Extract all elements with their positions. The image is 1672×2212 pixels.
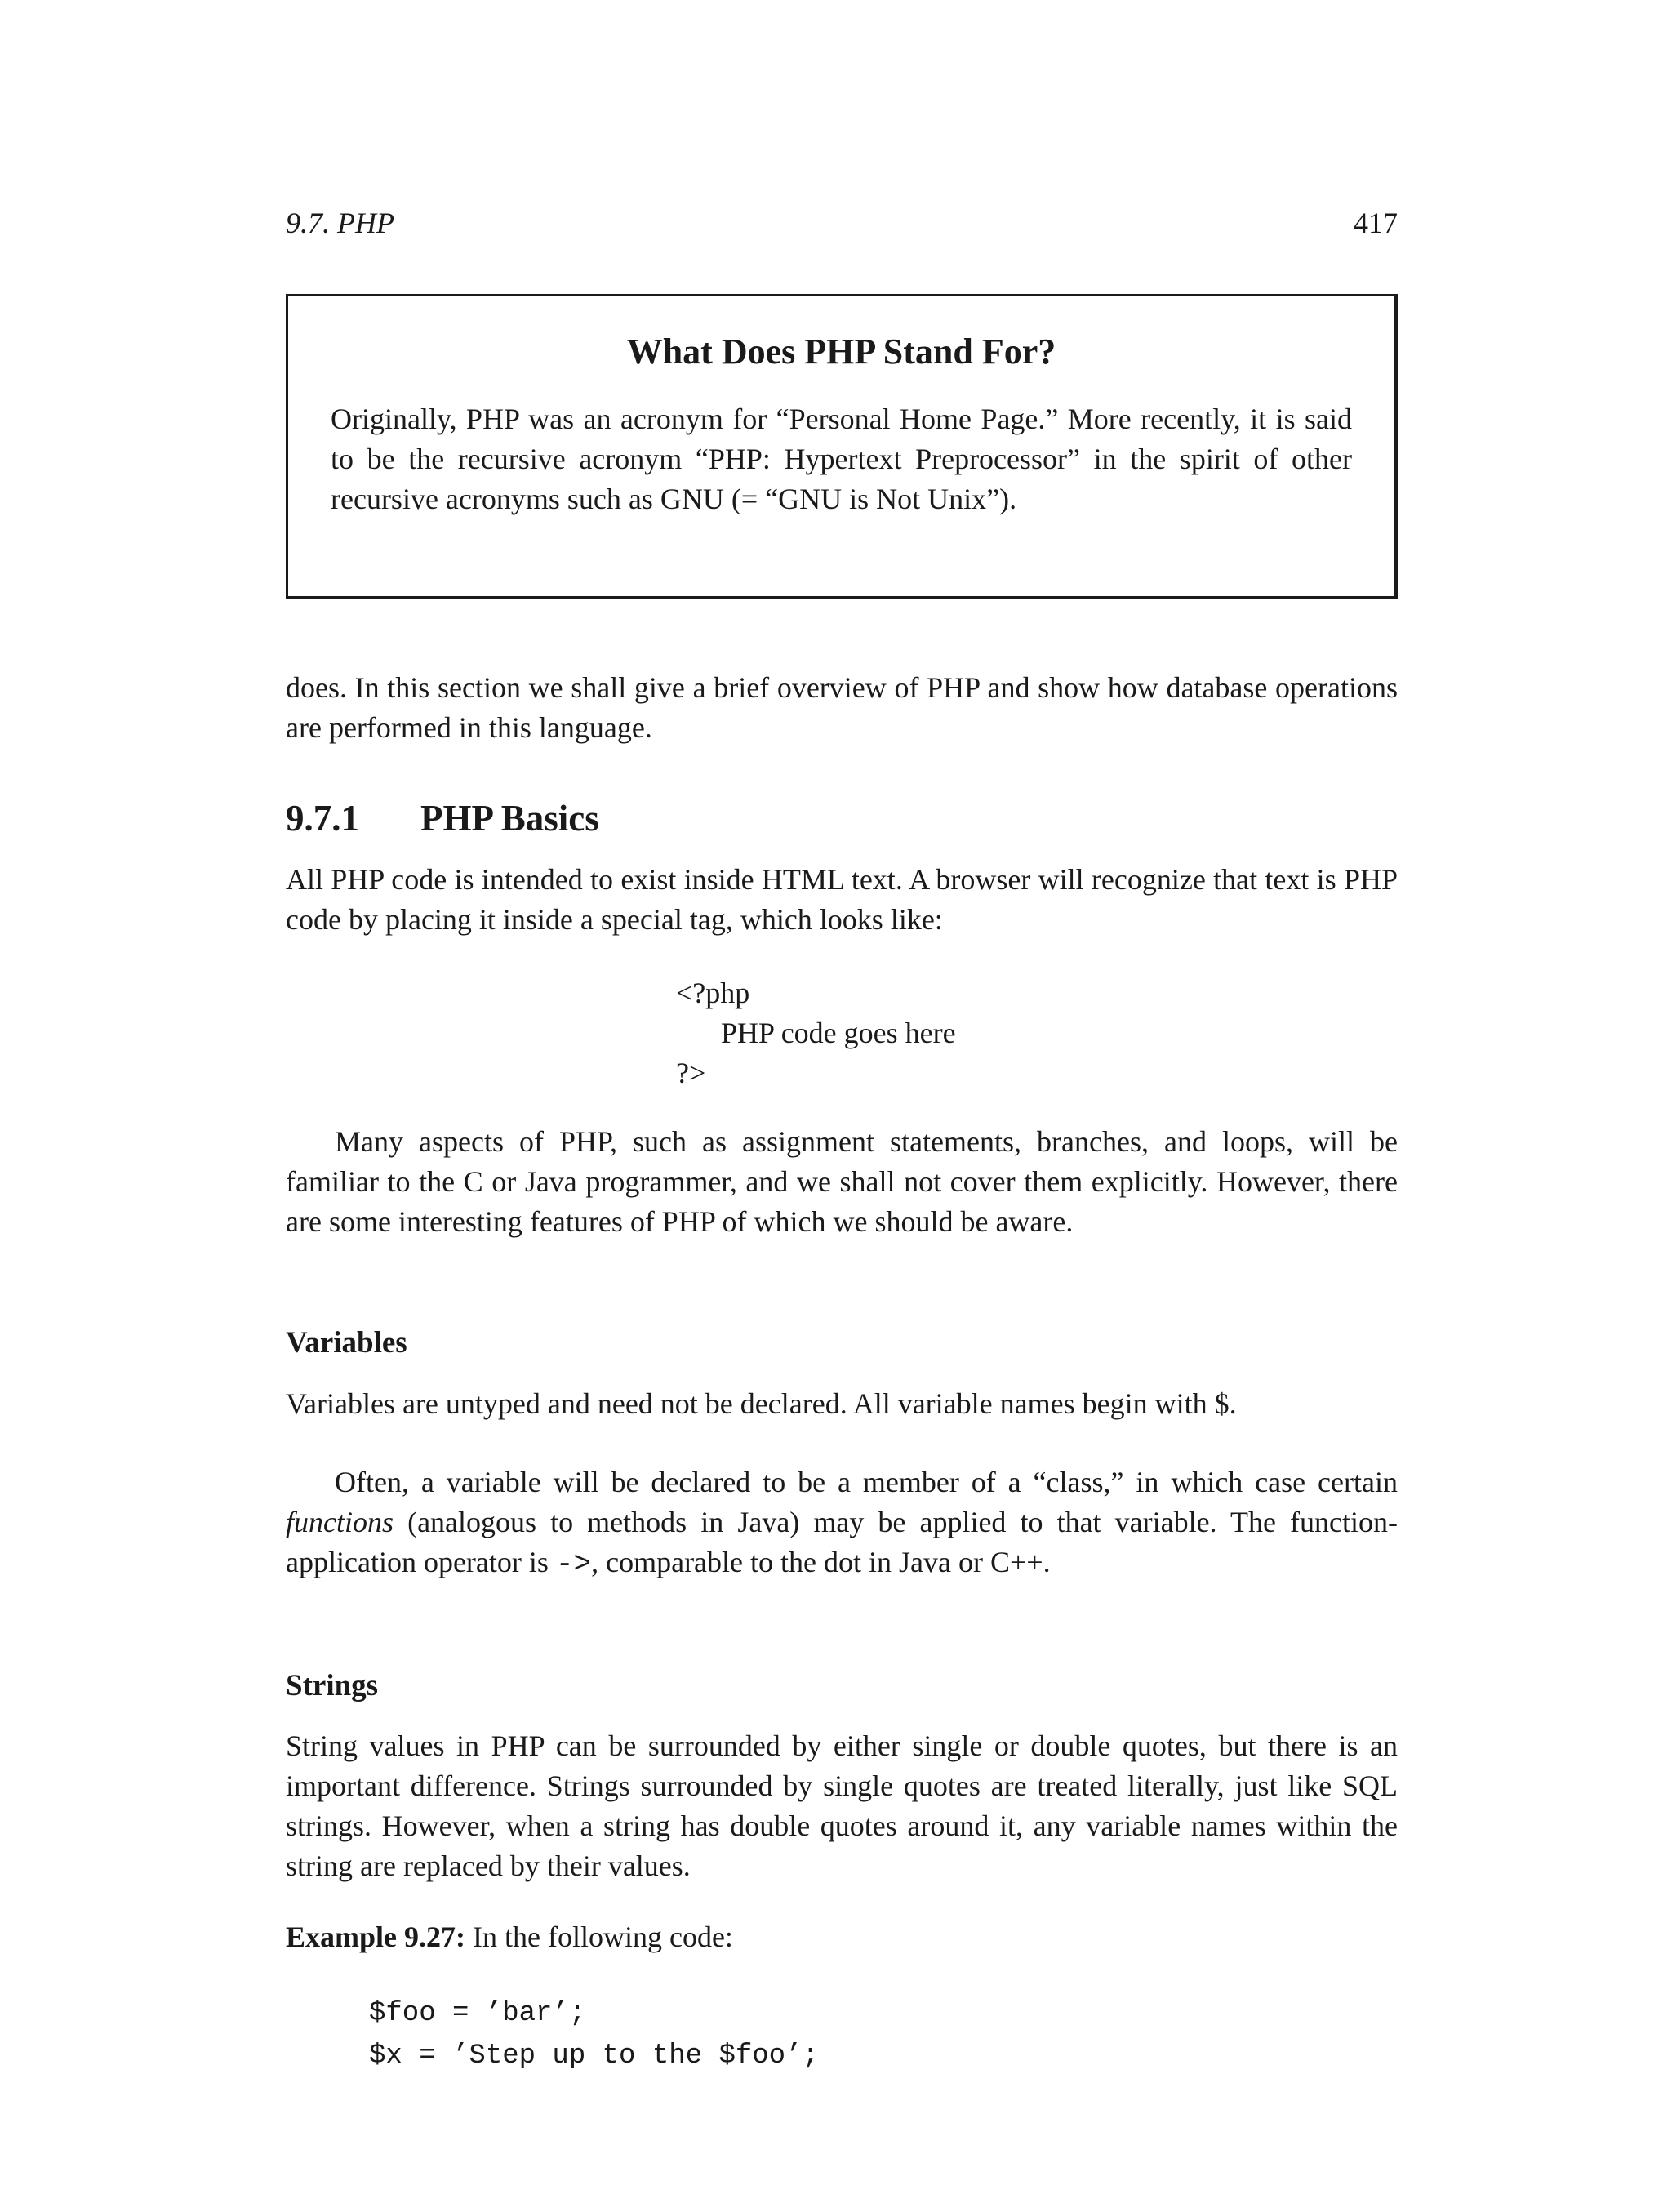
running-head-section: 9.7. PHP (286, 207, 394, 239)
variables-text-1: Often, a variable will be declared to be a member of a “class,” in which case certain (335, 1466, 1398, 1498)
functions-term: functions (286, 1506, 394, 1538)
section-heading (286, 795, 599, 841)
sidebar-body: Originally, PHP was an acronym for “Personal Home Page.” More recently, it is said to be the recursive acronym “PHP: Hypertext Preprocessor” in the spirit of other recursive acronyms such as GNU (= “GNU is Not Unix”). (331, 403, 1352, 515)
strings-paragraph: String values in PHP can be surrounded by either single or double quotes, but there is an important difference. Strings surrounded by single quotes are treated literally, just like SQL strings. However, when a string has double quotes around it, any variable names within the string are replaced by their values. (286, 1729, 1398, 1882)
code-block (369, 1992, 819, 2077)
section-title: PHP Basics (420, 798, 599, 839)
variables-paragraph-2 (286, 1462, 1398, 1584)
example-text: In the following code: (465, 1920, 733, 1953)
sidebar-box (286, 294, 1398, 599)
page-number: 417 (1354, 207, 1398, 239)
php-tag-open: <?php (676, 977, 750, 1009)
php-tag-close: ?> (676, 1057, 706, 1089)
php-tag-example (676, 973, 956, 1093)
strings-heading: Strings (286, 1669, 379, 1702)
section-number: 9.7.1 (286, 798, 359, 839)
code-line-2: $x = ’Step up to the $foo’; (369, 2041, 819, 2072)
example-intro (286, 1917, 1398, 1957)
variables-text-2: (analogous to methods in Java) may be applied to that variable. The function-application operator is (286, 1506, 1398, 1578)
sidebar-title: What Does PHP Stand For? (626, 332, 1056, 372)
arrow-operator: -> (555, 1547, 592, 1581)
code-line-1: $foo = ’bar’; (369, 1998, 586, 2029)
basics-paragraph-1: All PHP code is intended to exist inside HTML text. A browser will recognize that text is PHP code by placing it inside a special tag, which looks like: (286, 863, 1398, 936)
php-tag-inner: PHP code goes here (721, 1017, 956, 1049)
variables-heading: Variables (286, 1326, 407, 1360)
variables-paragraph-1: Variables are untyped and need not be declared. All variable names begin with $. (286, 1387, 1237, 1420)
running-head (286, 206, 1398, 247)
example-label: Example 9.27: (286, 1920, 465, 1953)
variables-text-3: , comparable to the dot in Java or C++. (591, 1546, 1051, 1578)
intro-paragraph: does. In this section we shall give a brief overview of PHP and show how database operations are performed in this language. (286, 671, 1398, 744)
basics-paragraph-2: Many aspects of PHP, such as assignment statements, branches, and loops, will be familiar to the C or Java programmer, and we shall not cover them explicitly. However, there are some interesting features of PHP of which we should be aware. (286, 1125, 1398, 1238)
